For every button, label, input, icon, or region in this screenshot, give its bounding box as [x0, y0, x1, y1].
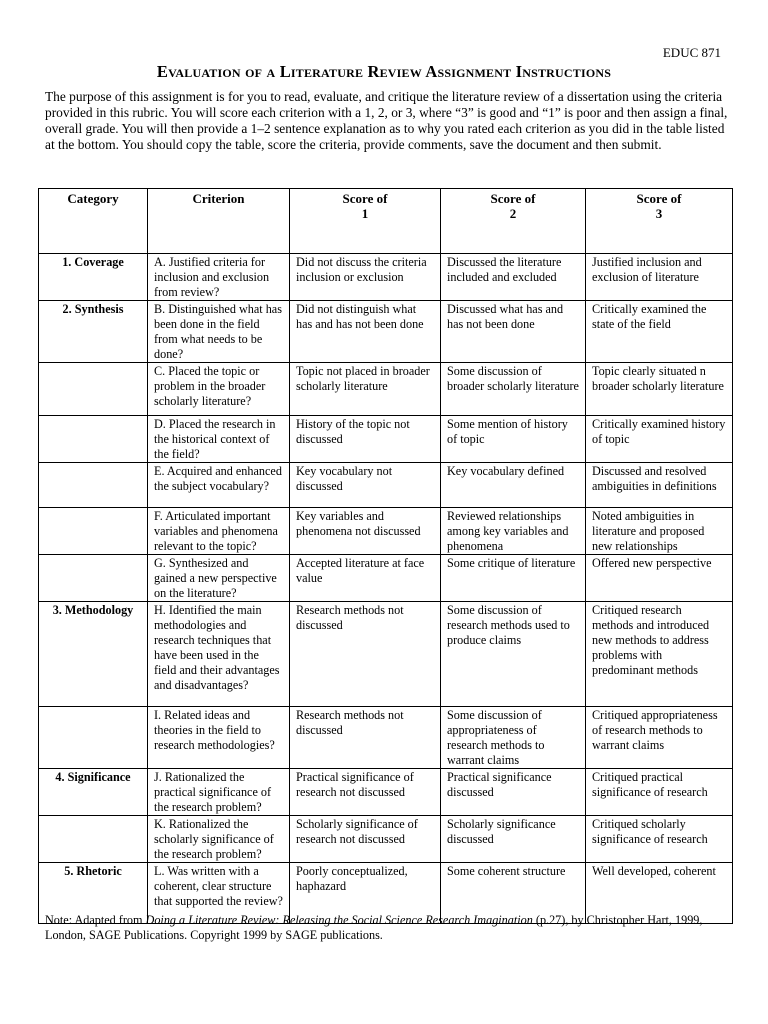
score-2-cell: Some critique of literature: [441, 555, 586, 602]
criterion-cell: A. Justified criteria for inclusion and exclusion from review?: [148, 254, 290, 301]
criterion-cell: E. Acquired and enhanced the subject vocabulary?: [148, 463, 290, 508]
note-book-title: Doing a Literature Review: Releasing the Social Science Research Imagination: [145, 913, 533, 927]
score-2-cell: Some coherent structure: [441, 863, 586, 924]
score-3-cell: Critically examined history of topic: [586, 416, 733, 463]
score-3-cell: Discussed and resolved ambiguities in definitions: [586, 463, 733, 508]
source-note: [45, 913, 735, 943]
criterion-cell: B. Distinguished what has been done in the field from what needs to be done?: [148, 301, 290, 363]
category-cell: [39, 463, 148, 508]
table-row: [39, 769, 733, 816]
score-2-cell: Some discussion of appropriateness of research methods to warrant claims: [441, 707, 586, 769]
score-1-cell: Research methods not discussed: [290, 602, 441, 707]
score-2-cell: Scholarly significance discussed: [441, 816, 586, 863]
table-row: [39, 508, 733, 555]
table-row: [39, 416, 733, 463]
score-2-cell: Key vocabulary defined: [441, 463, 586, 508]
category-cell: [39, 555, 148, 602]
table-header-row: [39, 189, 733, 254]
score-1-cell: Accepted literature at face value: [290, 555, 441, 602]
header-score-1: [290, 189, 441, 254]
score-1-cell: Did not discuss the criteria inclusion or exclusion: [290, 254, 441, 301]
table-row: [39, 463, 733, 508]
criterion-cell: F. Articulated important variables and phenomena relevant to the topic?: [148, 508, 290, 555]
criterion-cell: C. Placed the topic or problem in the broader scholarly literature?: [148, 363, 290, 416]
category-cell: [39, 416, 148, 463]
header-score-3-value: 3: [655, 206, 663, 221]
header-category: Category: [39, 189, 148, 254]
score-1-cell: Scholarly significance of research not discussed: [290, 816, 441, 863]
criterion-cell: H. Identified the main methodologies and research techniques that have been used in the field and their advantages and disadvantages?: [148, 602, 290, 707]
score-3-cell: Offered new perspective: [586, 555, 733, 602]
header-criterion: Criterion: [148, 189, 290, 254]
header-score-2-label: Score of: [490, 191, 536, 206]
score-1-cell: Research methods not discussed: [290, 707, 441, 769]
table-row: [39, 301, 733, 363]
category-cell: [39, 816, 148, 863]
score-3-cell: Critiqued scholarly significance of research: [586, 816, 733, 863]
score-3-cell: Justified inclusion and exclusion of literature: [586, 254, 733, 301]
score-1-cell: Key variables and phenomena not discussed: [290, 508, 441, 555]
table-row: [39, 816, 733, 863]
category-cell: [39, 508, 148, 555]
score-2-cell: Reviewed relationships among key variables and phenomena: [441, 508, 586, 555]
score-3-cell: Critiqued appropriateness of research methods to warrant claims: [586, 707, 733, 769]
table-row: [39, 602, 733, 707]
score-1-cell: Did not distinguish what has and has not been done: [290, 301, 441, 363]
page-title: Evaluation of a Literature Review Assignment Instructions: [156, 62, 612, 81]
score-2-cell: Some discussion of research methods used to produce claims: [441, 602, 586, 707]
note-prefix: Note: Adapted from: [45, 913, 146, 927]
table-row: [39, 254, 733, 301]
category-cell: [39, 363, 148, 416]
criterion-cell: J. Rationalized the practical significance of the research problem?: [148, 769, 290, 816]
course-code: EDUC 871: [662, 45, 721, 60]
category-cell: 5. Rhetoric: [39, 863, 148, 924]
criterion-cell: K. Rationalized the scholarly significance of the research problem?: [148, 816, 290, 863]
score-1-cell: Practical significance of research not discussed: [290, 769, 441, 816]
intro-paragraph: The purpose of this assignment is for you to read, evaluate, and critique the literature review of a dissertation using the criteria provided in this rubric. You will score each criterion with a 1, 2, or 3, where “3” is good and “1” is poor and then assign a final, overall grade. You will then provide a 1–2 sentence explanation as to why you rated each criterion as you did in the table listed at the bottom. You should copy the table, score the criteria, provide comments, save the document and then submit.: [45, 89, 728, 152]
score-2-cell: Discussed the literature included and excluded: [441, 254, 586, 301]
criterion-cell: I. Related ideas and theories in the field to research methodologies?: [148, 707, 290, 769]
score-3-cell: Critiqued practical significance of research: [586, 769, 733, 816]
score-2-cell: Practical significance discussed: [441, 769, 586, 816]
rubric-table: [38, 188, 733, 924]
category-cell: 2. Synthesis: [39, 301, 148, 363]
score-2-cell: Some mention of history of topic: [441, 416, 586, 463]
header-score-1-label: Score of: [342, 191, 388, 206]
score-1-cell: Poorly conceptualized, haphazard: [290, 863, 441, 924]
category-cell: 1. Coverage: [39, 254, 148, 301]
score-3-cell: Well developed, coherent: [586, 863, 733, 924]
score-1-cell: History of the topic not discussed: [290, 416, 441, 463]
note-suffix: (p.27), by Christopher Hart, 1999, London, SAGE Publications. Copyright 1999 by SAGE publications.: [45, 913, 703, 942]
header-score-3-label: Score of: [636, 191, 682, 206]
category-cell: [39, 707, 148, 769]
header-score-2: [441, 189, 586, 254]
score-2-cell: Some discussion of broader scholarly literature: [441, 363, 586, 416]
category-cell: 4. Significance: [39, 769, 148, 816]
criterion-cell: G. Synthesized and gained a new perspective on the literature?: [148, 555, 290, 602]
category-cell: 3. Methodology: [39, 602, 148, 707]
table-row: [39, 707, 733, 769]
table-row: [39, 363, 733, 416]
score-1-cell: Key vocabulary not discussed: [290, 463, 441, 508]
criterion-cell: L. Was written with a coherent, clear structure that supported the review?: [148, 863, 290, 924]
score-2-cell: Discussed what has and has not been done: [441, 301, 586, 363]
score-3-cell: Critiqued research methods and introduced new methods to address problems with predominant methods: [586, 602, 733, 707]
criterion-cell: D. Placed the research in the historical context of the field?: [148, 416, 290, 463]
header-score-1-value: 1: [361, 206, 369, 221]
header-score-2-value: 2: [509, 206, 517, 221]
table-row: [39, 555, 733, 602]
score-3-cell: Noted ambiguities in literature and proposed new relationships: [586, 508, 733, 555]
score-1-cell: Topic not placed in broader scholarly literature: [290, 363, 441, 416]
header-score-3: [586, 189, 733, 254]
score-3-cell: Critically examined the state of the field: [586, 301, 733, 363]
score-3-cell: Topic clearly situated n broader scholarly literature: [586, 363, 733, 416]
